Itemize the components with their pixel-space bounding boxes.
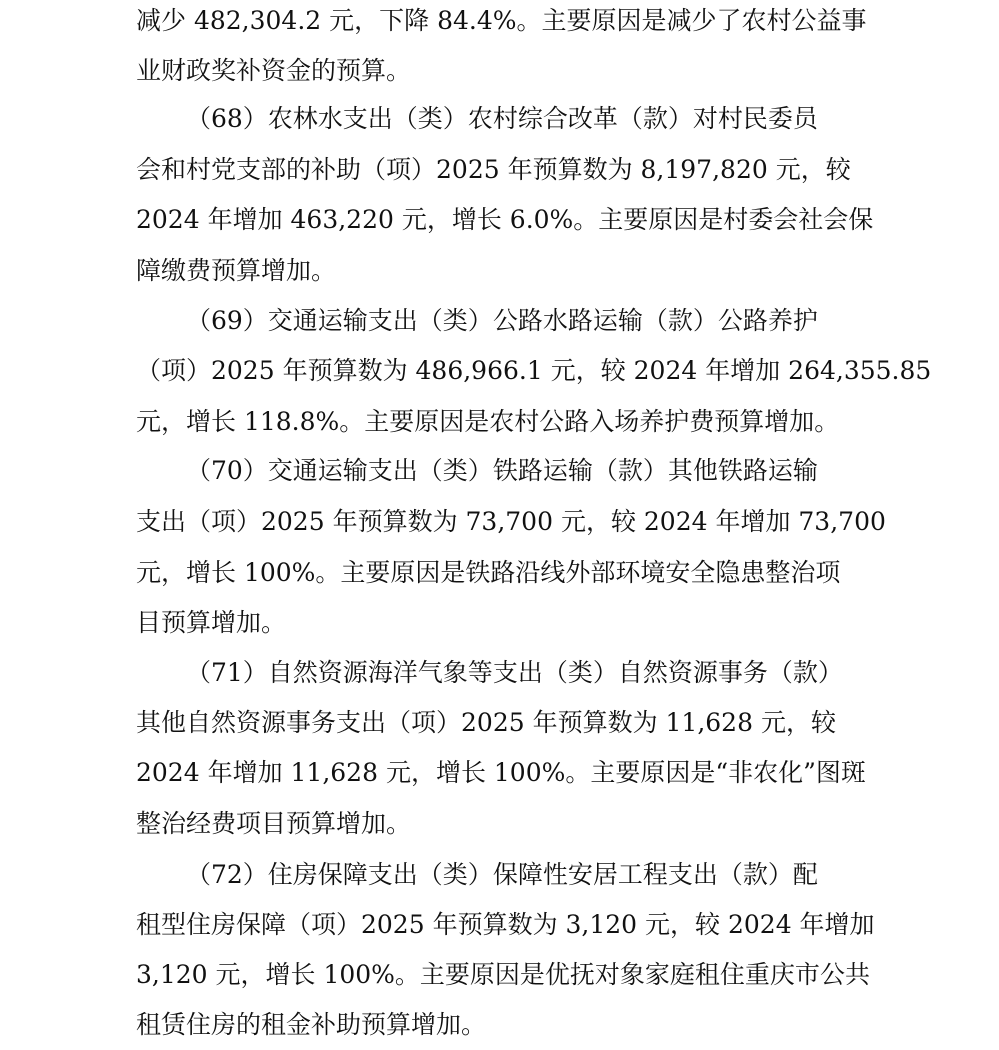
text-line: 障缴费预算增加。 (136, 256, 337, 285)
text-line: （69）交通运输支出（类）公路水路运输（款）公路养护 (186, 306, 818, 335)
text-line: （项）2025 年预算数为 486,966.1 元，较 2024 年增加 264,355.85 (136, 356, 932, 385)
text-line: 减少 482,304.2 元，下降 84.4%。主要原因是减少了农村公益事 (136, 6, 867, 35)
text-line: （70）交通运输支出（类）铁路运输（款）其他铁路运输 (186, 456, 818, 485)
text-line: 整治经费项目预算增加。 (136, 809, 412, 838)
text-line: 2024 年增加 463,220 元，增长 6.0%。主要原因是村委会社会保 (136, 205, 874, 234)
text-line: 2024 年增加 11,628 元，增长 100%。主要原因是“非农化”图斑 (136, 758, 866, 787)
text-line: 其他自然资源事务支出（项）2025 年预算数为 11,628 元，较 (136, 708, 836, 737)
text-line: 元，增长 118.8%。主要原因是农村公路入场养护费预算增加。 (136, 407, 840, 436)
text-line: 租赁住房的租金补助预算增加。 (136, 1010, 487, 1039)
text-line: 3,120 元，增长 100%。主要原因是优抚对象家庭租住重庆市公共 (136, 960, 870, 989)
text-line: （72）住房保障支出（类）保障性安居工程支出（款）配 (186, 860, 818, 889)
text-line: （71）自然资源海洋气象等支出（类）自然资源事务（款） (186, 658, 843, 687)
text-line: 业财政奖补资金的预算。 (136, 56, 412, 85)
text-line: （68）农林水支出（类）农村综合改革（款）对村民委员 (186, 104, 818, 133)
text-line: 支出（项）2025 年预算数为 73,700 元，较 2024 年增加 73,700 (136, 507, 886, 536)
text-line: 元，增长 100%。主要原因是铁路沿线外部环境安全隐患整治项 (136, 558, 841, 587)
text-line: 目预算增加。 (136, 608, 287, 637)
text-line: 会和村党支部的补助（项）2025 年预算数为 8,197,820 元，较 (136, 155, 851, 184)
text-line: 租型住房保障（项）2025 年预算数为 3,120 元，较 2024 年增加 (136, 910, 875, 939)
